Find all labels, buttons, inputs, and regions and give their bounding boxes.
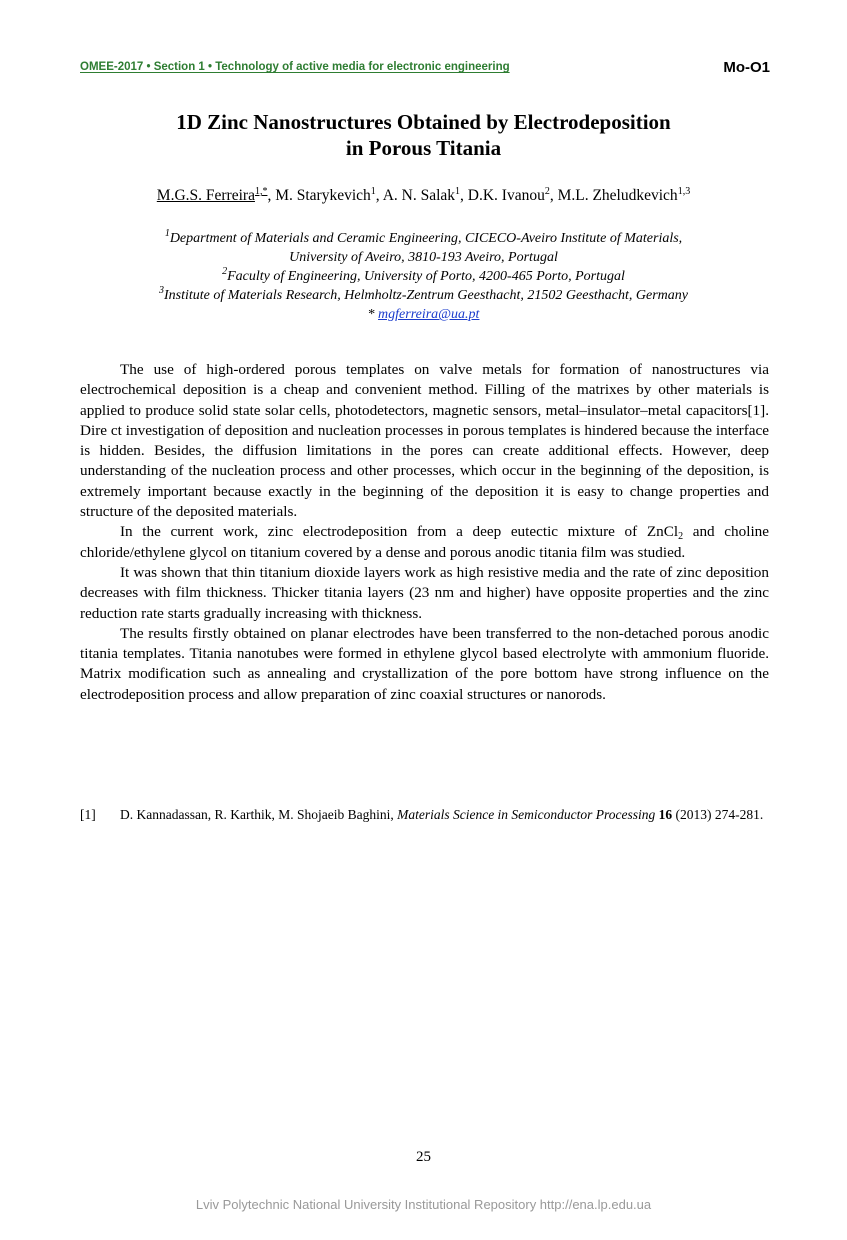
paragraph-text: and choline chloride/ethylene glycol on titanium covered by a dense and porous anodic titania film was studied. bbox=[80, 523, 769, 561]
email-asterisk: * bbox=[367, 307, 379, 322]
running-header bbox=[80, 59, 770, 79]
affiliation-3 bbox=[60, 286, 787, 305]
author-list: M.G.S. Ferreira$^{1,*}$, M. Starykevich$^1$, A. N. Salak$^1$, D.K. Ivanou$^2$, M.L. Zheludkevich$^{1,3}$ bbox=[156, 186, 691, 204]
references bbox=[80, 806, 769, 824]
reference-number: [1] bbox=[80, 807, 96, 822]
author-name: M.G.S. Ferreira bbox=[156, 187, 255, 204]
author-affiliation-mark: 1 bbox=[370, 186, 376, 197]
email-link[interactable]: mgferreira@ua.pt bbox=[378, 307, 480, 322]
page-number: 25 bbox=[416, 1149, 431, 1165]
paper-title bbox=[60, 109, 787, 161]
affiliation-mark: 3 bbox=[158, 285, 164, 296]
title-line-1: 1D Zinc Nanostructures Obtained by Electrodeposition bbox=[176, 110, 671, 134]
affiliation-mark: 1 bbox=[164, 228, 170, 239]
affiliations bbox=[60, 229, 787, 324]
affiliation-1 bbox=[60, 229, 787, 248]
abstract-body bbox=[80, 360, 769, 705]
paragraph-text: In the current work, zinc electrodeposition from a deep eutectic mixture of ZnCl bbox=[120, 523, 679, 541]
author-affiliation-mark: 2 bbox=[544, 186, 550, 197]
author-name: M.L. Zheludkevich bbox=[557, 187, 678, 204]
repository-footer: Lviv Polytechnic National University Institutional Repository http://ena.lp.edu.ua bbox=[195, 1197, 652, 1212]
reference-volume: 16 bbox=[658, 807, 673, 822]
affiliation-text: Institute of Materials Research, Helmholtz-Zentrum Geesthacht, 21502 Geesthacht, Germany bbox=[163, 288, 688, 303]
reference-details: (2013) 274-281. bbox=[672, 807, 764, 822]
affiliation-1-cont: University of Aveiro, 3810-193 Aveiro, Portugal bbox=[289, 250, 558, 265]
subscript: 2 bbox=[678, 531, 684, 543]
paper-code: Mo-O1 bbox=[723, 59, 770, 76]
author-name: D.K. Ivanou bbox=[467, 187, 545, 204]
affiliation-mark: 2 bbox=[222, 266, 228, 277]
affiliation-2 bbox=[60, 267, 787, 286]
paragraph-2 bbox=[80, 522, 769, 563]
reference-item bbox=[80, 806, 769, 824]
corresponding-email bbox=[60, 305, 787, 324]
reference-journal: Materials Science in Semiconductor Processing bbox=[397, 807, 656, 822]
author-affiliation-mark: 1 bbox=[455, 186, 461, 197]
paragraph-4: The results firstly obtained on planar electrodes have been transferred to the non-detached porous anodic titania templates. Titania nanotubes were formed in ethylene glycol based electrolyte with ammonium fluoride. Matrix modification such as annealing and crystallization of the pore bottom have strong influence on the electrodeposition process and allow preparation of zinc coaxial structures or nanorods. bbox=[80, 624, 769, 703]
author-name: A. N. Salak bbox=[382, 187, 456, 204]
affiliation-text: Faculty of Engineering, University of Porto, 4200-465 Porto, Portugal bbox=[227, 269, 625, 284]
author-name: M. Starykevich bbox=[275, 187, 371, 204]
paragraph-1: The use of high-ordered porous templates on valve metals for formation of nanostructures via electrochemical deposition is a cheap and convenient method. Filling of the matrixes by other materials is applied to produce solid state solar cells, photodetectors, magnetic sensors, metal–insulator–metal capacitors[1]. Dire ct investigation of deposition and nucleation processes in porous templates is hindered because the interface is hidden. Besides, the diffusion limitations in the pores can create additional effects. However, deep understanding of the nucleation process and other processes, which occur in the beginning of the deposition, is extremely important because exactly in the beginning of the deposition it is easy to change properties and structure of the deposited materials. bbox=[80, 361, 769, 521]
conference-section-header: OMEE-2017 • Section 1 • Technology of active media for electronic engineering bbox=[80, 61, 510, 73]
title-line-2: in Porous Titania bbox=[345, 136, 502, 160]
affiliation-text: Department of Materials and Ceramic Engineering, CICECO-Aveiro Institute of Materials, bbox=[169, 231, 683, 246]
author-affiliation-mark: 1,* bbox=[254, 186, 268, 197]
paragraph-3: It was shown that thin titanium dioxide layers work as high resistive media and the rate of zinc deposition decreases with film thickness. Thicker titania layers (23 nm and higher) have opposite properties and the zinc reduction rate starts gradually increasing with thickness. bbox=[80, 563, 769, 622]
author-affiliation-mark: 1,3 bbox=[677, 186, 691, 197]
reference-authors: D. Kannadassan, R. Karthik, M. Shojaeib Baghini, bbox=[120, 807, 398, 822]
